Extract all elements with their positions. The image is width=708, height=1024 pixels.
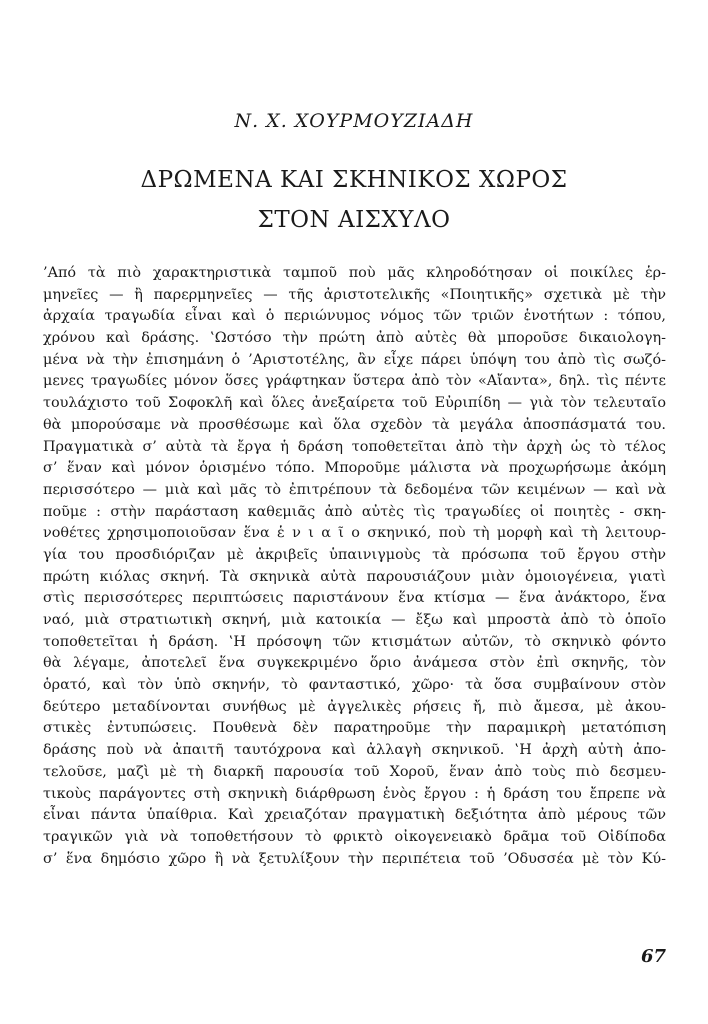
text-line: θὰ λέγαμε, ἀποτελεῖ ἕνα συγκεκριμένο ὅριο ἀνάμεσα στὸν ἐπὶ σκηνῆς, τὸν bbox=[43, 655, 666, 672]
body-text bbox=[43, 263, 666, 870]
article-title bbox=[0, 160, 708, 240]
text-line: τραγικῶν γιὰ νὰ τοποθετήσουν τὸ φρικτὸ οἰκογενειακὸ δρᾶμα τοῦ Οἰδίποδα bbox=[43, 828, 666, 845]
text-line: ἀρχαία τραγωδία εἶναι καὶ ὁ περιώνυμος νόμος τῶν τριῶν ἑνοτήτων : τόπου, bbox=[43, 308, 666, 325]
text-line: τουλάχιστο τοῦ Σοφοκλῆ καὶ ὅλες ἀνεξαίρετα τοῦ Εὐριπίδη — γιὰ τὸν τελευταῖο bbox=[43, 395, 666, 412]
text-line: μένα νὰ τὴν ἐπισημάνη ὁ ’Αριστοτέλης, ἂν εἶχε πάρει ὑπόψη του ἀπὸ τὶς σωζό- bbox=[43, 351, 666, 368]
text-line: γία του προσδιόριζαν μὲ ἀκριβεῖς ὑπαινιγμοὺς τὰ πρόσωπα τοῦ ἔργου στὴν bbox=[43, 546, 666, 563]
text-line: Πραγματικὰ σ’ αὐτὰ τὰ ἔργα ἡ δράση τοποθετεῖται ἀπὸ τὴν ἀρχὴ ὡς τὸ τέλος bbox=[43, 438, 666, 455]
text-line: στικὲς ἐντυπώσεις. Πουθενὰ δὲν παρατηροῦμε τὴν παραμικρὴ μετατόπιση bbox=[43, 720, 666, 737]
text-line: σ’ ἕνα δημόσιο χῶρο ἢ νὰ ξετυλίξουν τὴν περιπέτεια τοῦ ’Οδυσσέα μὲ τὸν Κύ- bbox=[43, 850, 666, 867]
text-line: ’Από τὰ πιὸ χαρακτηριστικὰ ταμποῦ ποὺ μᾶς κληροδότησαν οἱ ποικίλες ἑρ- bbox=[43, 265, 666, 281]
text-line: χρόνου καὶ δράσης. ‛Ωστόσο τὴν πρώτη ἀπὸ αὐτὲς θὰ μποροῦσε δικαιολογη- bbox=[43, 330, 666, 347]
text-line: στὶς περισσότερες περιπτώσεις παριστάνουν ἕνα κτίσμα — ἕνα ἀνάκτορο, ἕνα bbox=[43, 590, 666, 607]
text-line: τοποθετεῖται ἡ δράση. ‛Η πρόσοψη τῶν κτισμάτων αὐτῶν, τὸ σκηνικὸ φόντο bbox=[43, 633, 666, 650]
text-line: περισσότερο — μιὰ καὶ μᾶς τὸ ἐπιτρέπουν τὰ δεδομένα τῶν κειμένων — καὶ νὰ bbox=[43, 481, 666, 498]
text-line: πρώτη κιόλας σκηνή. Τὰ σκηνικὰ αὐτὰ παρουσιάζουν μιὰν ὁμοιογένεια, γιατὶ bbox=[43, 568, 666, 585]
text-line: θὰ μπορούσαμε νὰ προσθέσωμε καὶ ὅλα σχεδὸν τὰ μεγάλα ἀποσπάσματά του. bbox=[43, 416, 666, 433]
text-line: σ’ ἕναν καὶ μόνον ὁρισμένο τόπο. Μποροῦμε μάλιστα νὰ προχωρήσωμε ἀκόμη bbox=[43, 460, 666, 477]
text-line: μηνεῖες — ἢ παρερμηνεῖες — τῆς ἀριστοτελικῆς «Ποιητικῆς» σχετικὰ μὲ τὴν bbox=[43, 286, 666, 303]
text-line: δεύτερο μεταδίνονται συνήθως μὲ ἀγγελικὲς ρήσεις ἤ, πιὸ ἄμεσα, μὲ ἀκου- bbox=[43, 698, 666, 715]
text-line: ὁρατό, καὶ τὸν ὑπὸ σκηνήν, τὸ φανταστικό, χῶρο· τὰ ὅσα συμβαίνουν στὸν bbox=[43, 677, 666, 694]
text-line: τικοὺς παράγοντες στὴ σκηνικὴ διάρθρωση ἑνὸς ἔργου : ἡ δράση του ἔπρεπε νὰ bbox=[43, 785, 666, 802]
author-name: Ν. Χ. ΧΟΥΡΜΟΥΖΙΑΔΗ bbox=[234, 110, 474, 132]
text-line: ποῦμε : στὴν παράσταση καθεμιᾶς ἀπὸ αὐτὲς τὶς τραγωδίες οἱ ποιητὲς - σκη- bbox=[43, 503, 666, 520]
text-line: τελοῦσε, μαζὶ μὲ τὴ διαρκῆ παρουσία τοῦ Χοροῦ, ἕναν ἀπὸ τοὺς πιὸ δεσμευ- bbox=[43, 763, 666, 780]
text-line: ναό, μιὰ στρατιωτικὴ σκηνή, μιὰ κατοικία — ἔξω καὶ μπροστὰ ἀπὸ τὸ ὁποῖο bbox=[43, 612, 666, 628]
text-line: μενες τραγωδίες μόνον ὅσες γράφτηκαν ὕστερα ἀπὸ τὸν «Αἴαντα», δηλ. τὶς πέντε bbox=[43, 373, 666, 390]
text-line: εἶναι πάντα ὑπαίθρια. Καὶ χρειαζόταν πραγματικὴ δεξιότητα ἀπὸ μέρους τῶν bbox=[43, 807, 666, 824]
page-number: 67 bbox=[640, 946, 666, 967]
text-line: νοθέτες χρησιμοποιοῦσαν ἕνα ἑ ν ι α ῖ ο σκηνικό, ποὺ τὴ μορφὴ καὶ τὴ λειτουρ- bbox=[43, 525, 666, 542]
text-line: δράσης ποὺ νὰ ἀπαιτῆ ταυτόχρονα καὶ ἀλλαγὴ σκηνικοῦ. ‛Η ἀρχὴ αὐτὴ ἀπο- bbox=[43, 742, 666, 759]
title-line-2: ΣΤΟΝ ΑΙΣΧΥΛΟ bbox=[257, 207, 451, 233]
title-line-1: ΔΡΩΜΕΝΑ ΚΑΙ ΣΚΗΝΙΚΟΣ ΧΩΡΟΣ bbox=[140, 167, 568, 193]
